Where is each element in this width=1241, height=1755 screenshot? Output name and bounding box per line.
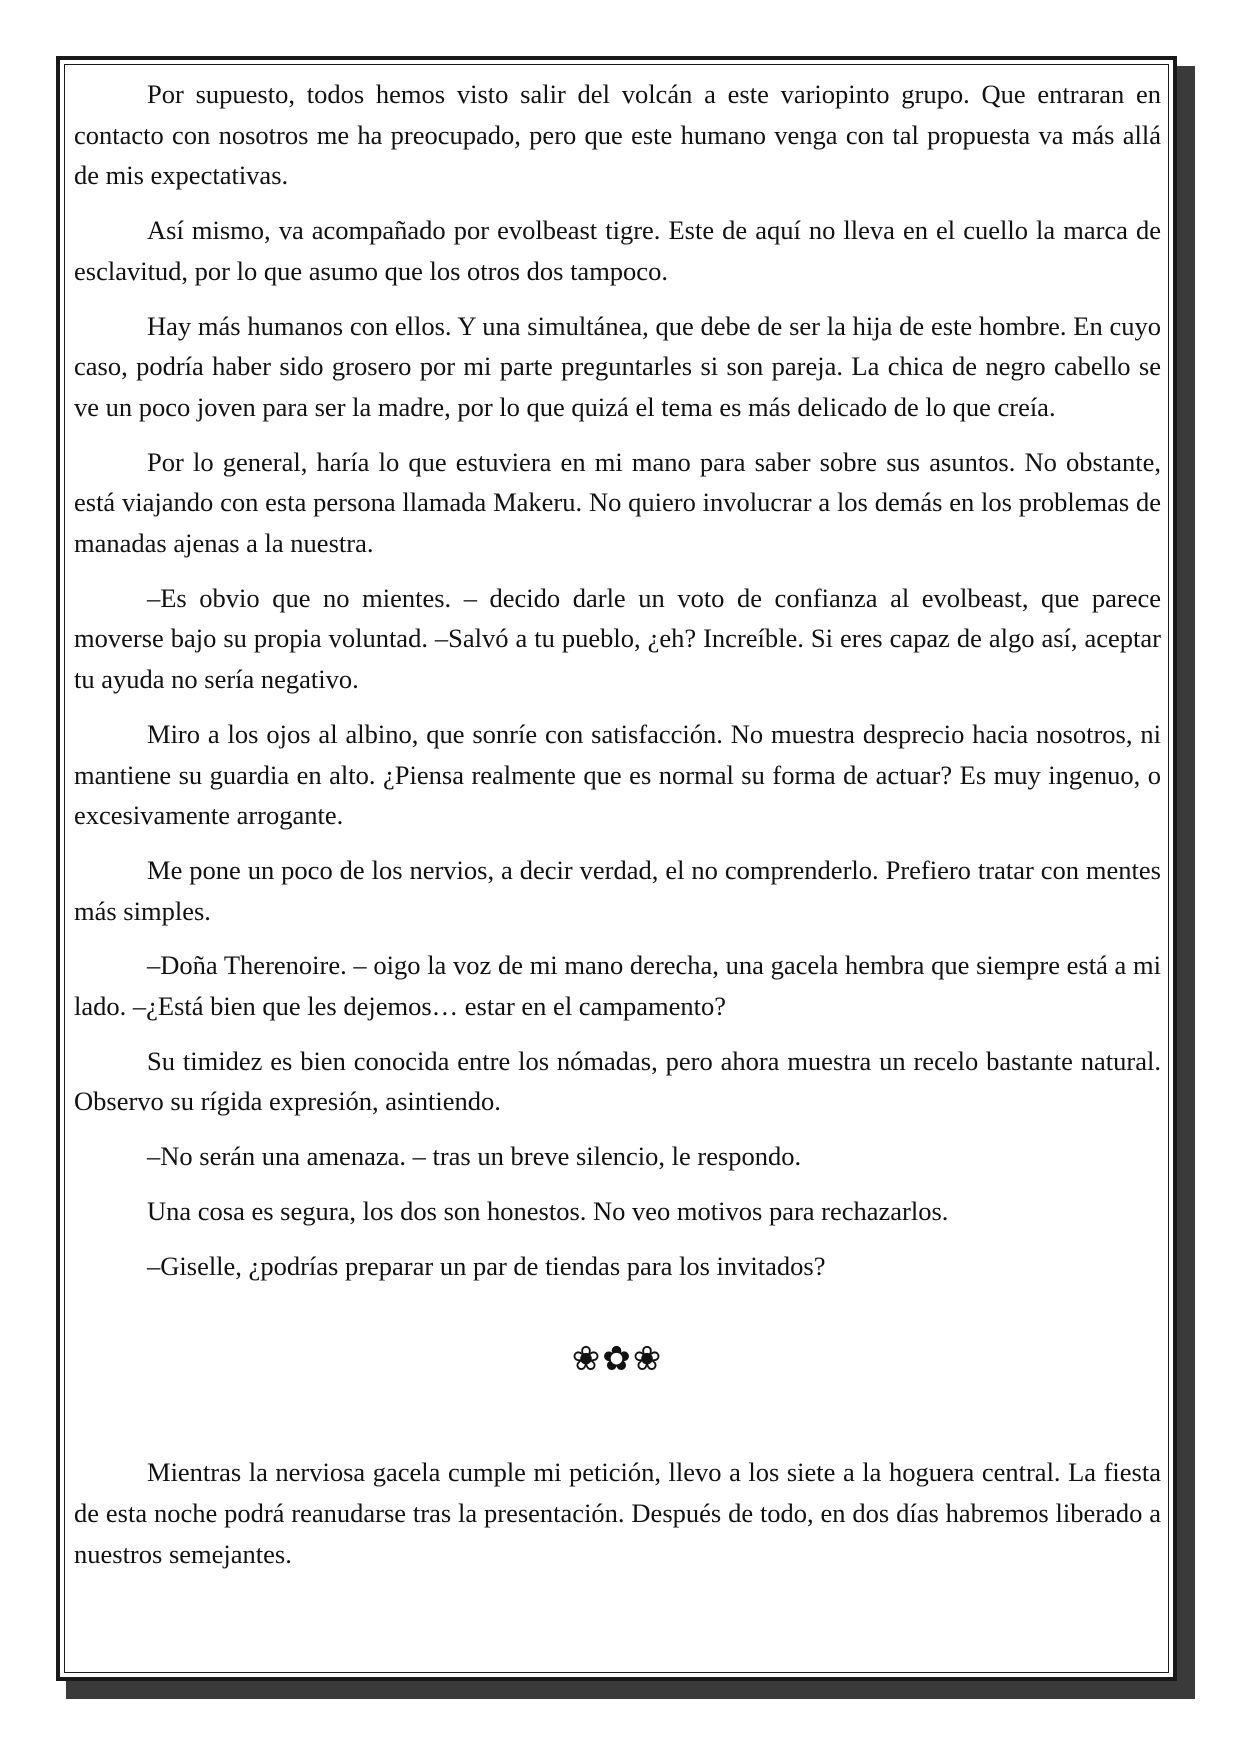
- paragraph: Por supuesto, todos hemos visto salir del volcán a este variopinto grupo. Que entraran en contacto con nosotros me ha preocupado, pero que este humano venga con tal propuesta va más allá de mis expectativas.: [74, 79, 1161, 191]
- paragraph: Así mismo, va acompañado por evolbeast tigre. Este de aquí no lleva en el cuello la marca de esclavitud, por lo que asumo que los otros dos tampoco.: [74, 215, 1161, 286]
- paragraph: Miro a los ojos al albino, que sonríe con satisfacción. No muestra desprecio hacia nosotros, ni mantiene su guardia en alto. ¿Piensa realmente que es normal su forma de actuar? Es muy ingenuo, o excesivamente arrogante.: [74, 718, 1161, 831]
- paragraph: Una cosa es segura, los dos son honestos. No veo motivos para rechazarlos.: [147, 1195, 949, 1226]
- paragraph: Por lo general, haría lo que estuviera en mi mano para saber sobre sus asuntos. No obstante, está viajando con esta persona llamada Makeru. No quiero involucrar a los demás en los problemas de manadas ajenas a la nuestra.: [74, 446, 1161, 559]
- paragraph: Hay más humanos con ellos. Y una simultánea, que debe de ser la hija de este hombre. En cuyo caso, podría haber sido grosero por mi parte preguntarles si son pareja. La chica de negro cabello se ve un poco joven para ser la madre, por lo que quizá el tema es más delicado de lo que creía.: [74, 310, 1161, 422]
- paragraph: –Es obvio que no mientes. – decido darle un voto de confianza al evolbeast, que parece moverse bajo su propia voluntad. –Salvó a tu pueblo, ¿eh? Increíble. Si eres capaz de algo así, aceptar tu ayuda no sería negativo.: [74, 582, 1161, 695]
- paragraph: –No serán una amenaza. – tras un breve silencio, le respondo.: [147, 1141, 802, 1172]
- paragraph: –Doña Therenoire. – oigo la voz de mi mano derecha, una gacela hembra que siempre está a mi lado. –¿Está bien que les dejemos… estar en el campamento?: [74, 950, 1161, 1022]
- paragraph: –Giselle, ¿podrías preparar un par de tiendas para los invitados?: [147, 1250, 826, 1281]
- page-text: [74, 74, 1161, 1588]
- paragraph: Me pone un poco de los nervios, a decir verdad, el no comprenderlo. Prefiero tratar con mentes más simples.: [74, 854, 1161, 926]
- paragraph-final: Mientras la nerviosa gacela cumple mi petición, llevo a los siete a la hoguera central. La fiesta de esta noche podrá reanudarse tras la presentación. Después de todo, en dos días habremos liberado a nuestros semejantes.: [74, 1457, 1161, 1569]
- paragraph: Su timidez es bien conocida entre los nómadas, pero ahora muestra un recelo bastante natural. Observo su rígida expresión, asintiendo.: [74, 1045, 1161, 1117]
- scene-break-flower-ornament: ❀✿❀: [571, 1341, 664, 1379]
